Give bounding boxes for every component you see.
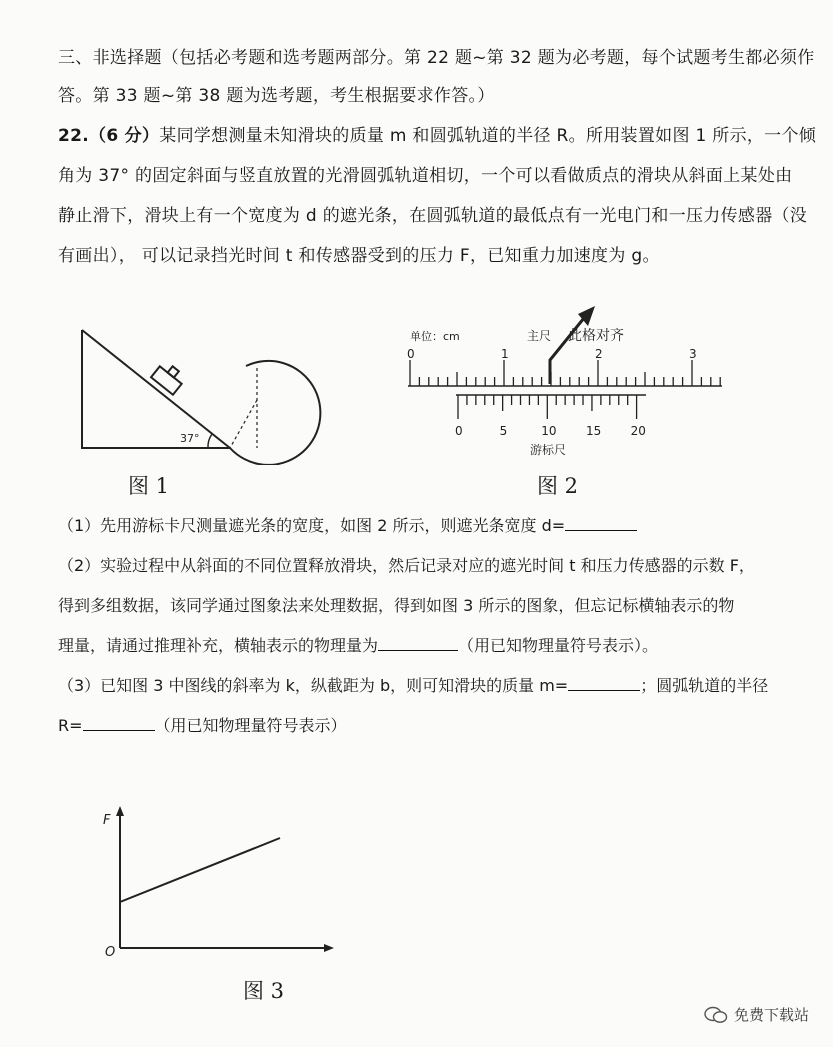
main-scale-label: 主尺 bbox=[527, 329, 552, 343]
vernier-label: 游标尺 bbox=[530, 443, 567, 457]
sub2-line-1: （2）实验过程中从斜面的不同位置释放滑块，然后记录对应的遮光时间 t 和压力传感器的示数 F， bbox=[58, 556, 755, 575]
angle-arc bbox=[208, 434, 212, 448]
graph-line bbox=[120, 838, 280, 902]
vernier-scale-label-10: 10 bbox=[541, 424, 557, 438]
question-text-1: 某同学想测量未知滑块的质量 m 和圆弧轨道的半径 R。所用装置如图 1 所示，一个倾 bbox=[159, 126, 817, 146]
figure-2 bbox=[400, 302, 730, 467]
main-scale-label-0: 0 bbox=[407, 347, 415, 361]
sub-question-1 bbox=[58, 508, 828, 544]
figure-3-caption: 图 3 bbox=[243, 979, 285, 1003]
origin-label: O bbox=[105, 945, 116, 960]
arc-radius-dash bbox=[230, 400, 257, 448]
question-line-2: 角为 37° 的固定斜面与竖直放置的光滑圆弧轨道相切，一个可以看做质点的滑块从斜面上某处由 bbox=[58, 166, 793, 186]
unit-label: 单位：cm bbox=[410, 330, 460, 343]
sub3-line-2 bbox=[58, 708, 828, 744]
figure-2-caption: 图 2 bbox=[537, 474, 579, 498]
watermark bbox=[704, 1004, 809, 1025]
y-axis-arrow bbox=[116, 806, 124, 816]
sub1-text: （1）先用游标卡尺测量遮光条的宽度，如图 2 所示，则遮光条宽度 d= bbox=[58, 516, 566, 535]
vernier-scale-label-0: 0 bbox=[455, 424, 463, 438]
answer-blank-R[interactable] bbox=[83, 730, 155, 731]
sub2-text-b: （用已知物理量符号表示）。 bbox=[458, 636, 659, 655]
answer-blank-m[interactable] bbox=[568, 690, 640, 691]
align-note: 此格对齐 bbox=[568, 328, 624, 344]
angle-label: 37° bbox=[180, 432, 200, 445]
figure-1-caption: 图 1 bbox=[128, 474, 170, 498]
main-scale-label-1: 1 bbox=[501, 347, 509, 361]
question-number: 22.（6 分） bbox=[58, 126, 160, 146]
incline-surface bbox=[82, 330, 230, 448]
sub3-text-b: ；圆弧轨道的半径 bbox=[640, 676, 769, 695]
arc-track bbox=[230, 361, 320, 465]
main-scale-label-2: 2 bbox=[595, 347, 603, 361]
sub3-text-a: （3）已知图 3 中图线的斜率为 k，纵截距为 b，则可知滑块的质量 m= bbox=[58, 676, 569, 695]
section-line-2: 答。第 33 题~第 38 题为选考题，考生根据要求作答。） bbox=[58, 86, 495, 106]
sub3-line-1 bbox=[58, 668, 828, 704]
vernier-scale-label-5: 5 bbox=[499, 424, 508, 438]
figure-1 bbox=[70, 320, 330, 465]
vernier-scale-label-15: 15 bbox=[585, 424, 602, 438]
question-line-3: 静止滑下，滑块上有一个宽度为 d 的遮光条，在圆弧轨道的最低点有一光电门和一压力传感器（没 bbox=[58, 206, 808, 226]
answer-blank-axis[interactable] bbox=[378, 650, 458, 651]
sub2-text-a: 理量，请通过推理补充，横轴表示的物理量为 bbox=[58, 636, 379, 655]
sub2-line-3 bbox=[58, 628, 828, 664]
watermark-text: 免费下载站 bbox=[733, 1006, 809, 1024]
main-scale-label-3: 3 bbox=[689, 347, 697, 361]
wechat-icon bbox=[704, 1006, 728, 1024]
y-axis-label: F bbox=[103, 813, 111, 828]
question-line-4: 有画出）， 可以记录挡光时间 t 和传感器受到的压力 F，已知重力加速度为 g。 bbox=[58, 246, 660, 266]
sub3-text-c: R= bbox=[58, 716, 83, 735]
sub2-line-2: 得到多组数据，该同学通过图象法来处理数据，得到如图 3 所示的图象，但忘记标横轴表示的物 bbox=[58, 596, 735, 615]
question-line-1 bbox=[58, 118, 828, 154]
section-line-1: 三、非选择题（包括必考题和选考题两部分。第 22 题~第 32 题为必考题，每个试题考生都必须作 bbox=[58, 48, 815, 68]
sub3-text-d: （用已知物理量符号表示） bbox=[154, 716, 347, 735]
answer-blank-d[interactable] bbox=[565, 530, 637, 531]
vernier-scale-label-20: 20 bbox=[630, 424, 646, 438]
x-axis-arrow bbox=[324, 944, 334, 952]
figure-3 bbox=[100, 800, 350, 960]
